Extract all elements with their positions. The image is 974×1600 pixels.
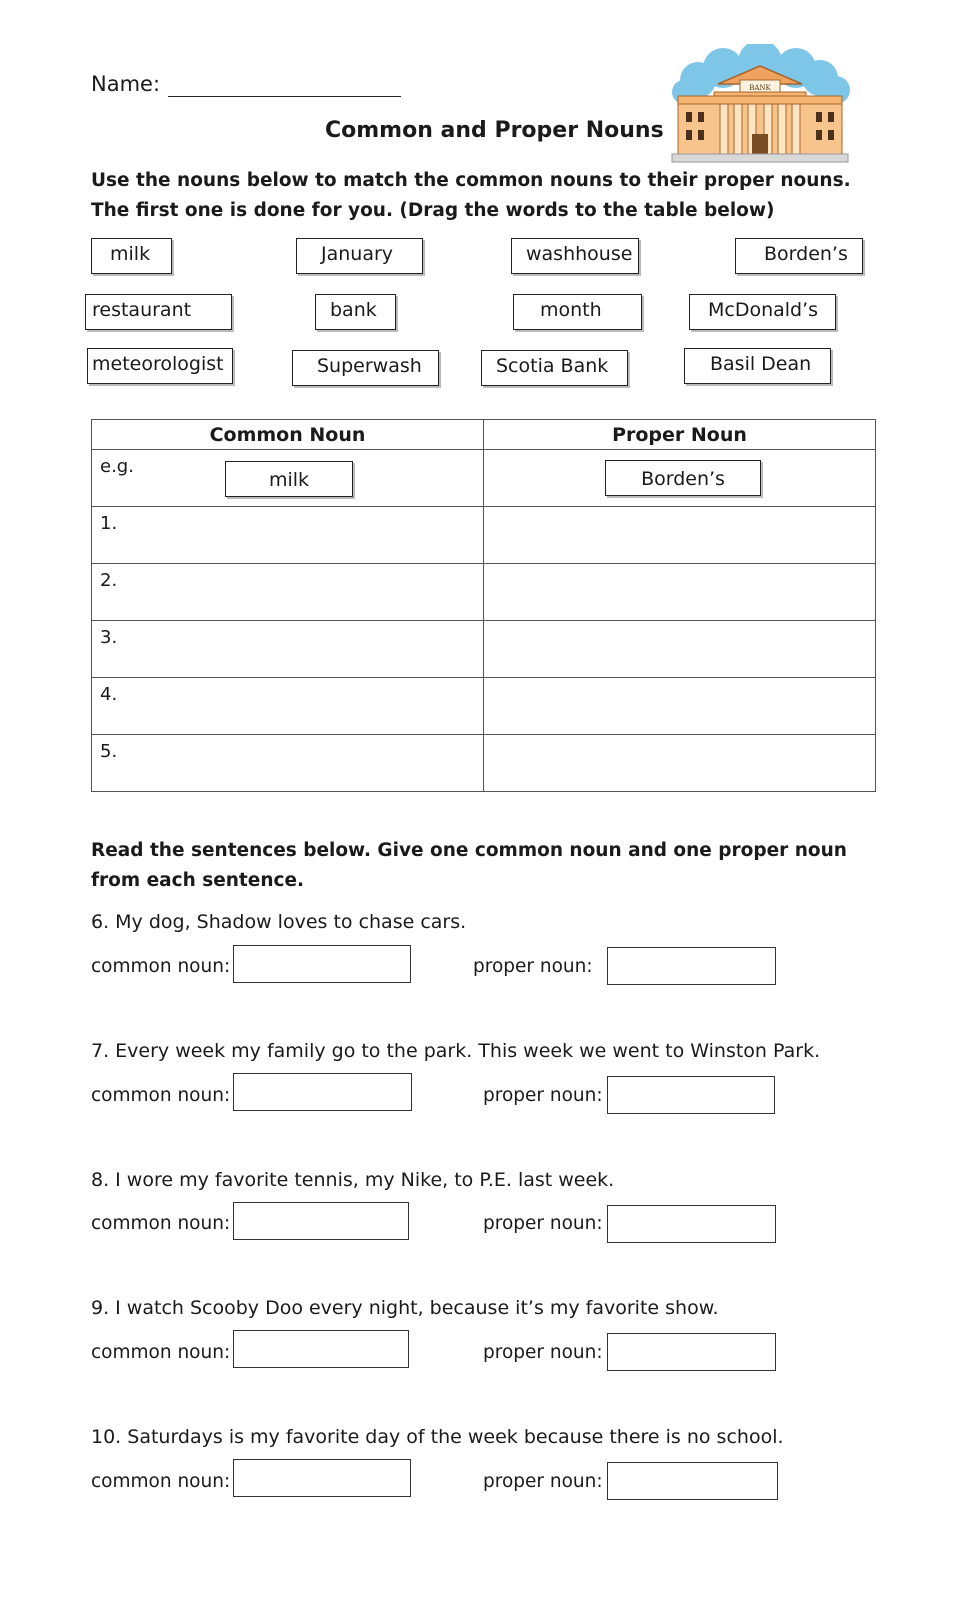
proper-noun-label: proper noun:	[483, 1342, 603, 1363]
common-noun-header: Common Noun	[92, 420, 484, 450]
proper-drop-cell[interactable]	[484, 735, 876, 792]
part2-instruction: Read the sentences below. Give one common noun and one proper noun from each sentence.	[91, 840, 847, 891]
word-tile-meteorologist[interactable]: meteorologist	[87, 348, 233, 384]
proper-drop-cell[interactable]	[484, 564, 876, 621]
row-number: 1.	[100, 513, 118, 534]
common-drop-cell[interactable]	[92, 507, 484, 564]
common-noun-input-8[interactable]	[233, 1202, 409, 1240]
proper-drop-cell[interactable]	[484, 678, 876, 735]
common-drop-cell[interactable]	[92, 621, 484, 678]
bank-sign-text: BANK	[749, 84, 771, 92]
common-noun-input-6[interactable]	[233, 945, 411, 983]
proper-drop-cell[interactable]	[484, 621, 876, 678]
proper-noun-input-6[interactable]	[607, 947, 776, 985]
proper-noun-label: proper noun:	[483, 1213, 603, 1234]
proper-noun-input-8[interactable]	[607, 1205, 776, 1243]
word-tile-restaurant[interactable]: restaurant	[85, 294, 232, 330]
word-tile-milk[interactable]: milk	[91, 238, 172, 274]
proper-noun-input-10[interactable]	[607, 1462, 778, 1500]
example-proper-cell	[484, 450, 876, 507]
sentence-10: 10. Saturdays is my favorite day of the week because there is no school.	[91, 1426, 784, 1448]
word-tile-january[interactable]: January	[296, 238, 423, 274]
word-tile-month[interactable]: month	[513, 294, 642, 330]
matching-table	[91, 419, 876, 792]
example-label: e.g.	[100, 456, 134, 477]
word-tile-superwash[interactable]: Superwash	[292, 350, 439, 386]
table-row	[92, 678, 876, 735]
word-tile-mcdonalds[interactable]: McDonald’s	[689, 294, 836, 330]
table-row	[92, 564, 876, 621]
common-noun-label: common noun:	[91, 1342, 231, 1363]
name-field[interactable]	[168, 96, 401, 97]
proper-noun-input-9[interactable]	[607, 1333, 776, 1371]
common-drop-cell[interactable]	[92, 678, 484, 735]
row-number: 4.	[100, 684, 118, 705]
proper-noun-label: proper noun:	[473, 956, 593, 977]
name-label: Name:	[91, 72, 161, 96]
sentence-7: 7. Every week my family go to the park. This week we went to Winston Park.	[91, 1040, 821, 1062]
example-proper-tile: Borden’s	[605, 460, 761, 496]
instruction-text: Use the nouns below to match the common nouns to their proper nouns. The first one is done for you. (Drag the words to the table below)	[91, 170, 851, 221]
common-noun-input-7[interactable]	[233, 1073, 412, 1111]
table-row	[92, 621, 876, 678]
page-title: Common and Proper Nouns	[325, 118, 664, 143]
row-number: 3.	[100, 627, 118, 648]
common-noun-label: common noun:	[91, 1085, 231, 1106]
proper-noun-input-7[interactable]	[607, 1076, 775, 1114]
example-common-tile: milk	[225, 461, 353, 497]
common-drop-cell[interactable]	[92, 564, 484, 621]
row-number: 2.	[100, 570, 118, 591]
common-drop-cell[interactable]	[92, 735, 484, 792]
example-common-cell	[92, 450, 484, 507]
proper-drop-cell[interactable]	[484, 507, 876, 564]
word-tile-basil-dean[interactable]: Basil Dean	[684, 348, 831, 384]
common-noun-label: common noun:	[91, 1471, 231, 1492]
row-number: 5.	[100, 741, 118, 762]
word-tile-washhouse[interactable]: washhouse	[511, 238, 639, 274]
sentence-6: 6. My dog, Shadow loves to chase cars.	[91, 911, 467, 933]
table-row	[92, 735, 876, 792]
common-noun-input-10[interactable]	[233, 1459, 411, 1497]
sentence-9: 9. I watch Scooby Doo every night, because it’s my favorite show.	[91, 1297, 719, 1319]
word-tile-bordens[interactable]: Borden’s	[735, 238, 863, 274]
bank-building-icon	[668, 44, 852, 166]
proper-noun-header: Proper Noun	[484, 420, 876, 450]
sentence-8: 8. I wore my favorite tennis, my Nike, to P.E. last week.	[91, 1169, 615, 1191]
common-noun-label: common noun:	[91, 1213, 231, 1234]
word-tile-bank[interactable]: bank	[315, 294, 396, 330]
table-row	[92, 507, 876, 564]
word-tile-scotia-bank[interactable]: Scotia Bank	[481, 350, 628, 386]
common-noun-label: common noun:	[91, 956, 231, 977]
table-row-example	[92, 450, 876, 507]
proper-noun-label: proper noun:	[483, 1085, 603, 1106]
proper-noun-label: proper noun:	[483, 1471, 603, 1492]
common-noun-input-9[interactable]	[233, 1330, 409, 1368]
